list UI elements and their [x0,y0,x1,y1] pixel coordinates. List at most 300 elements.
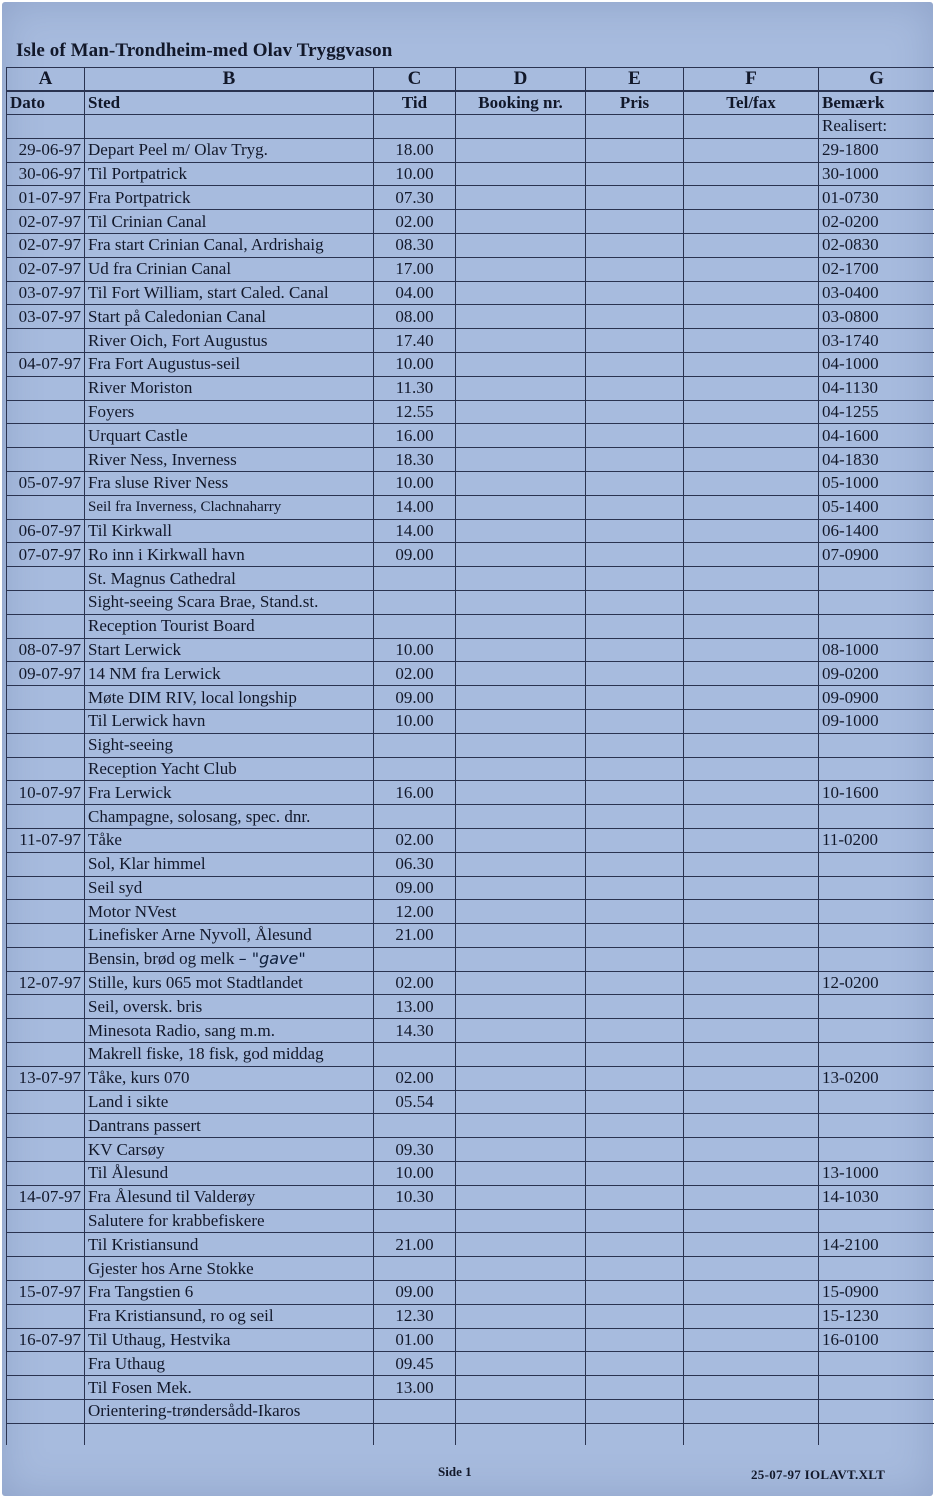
cell-booking [456,1019,586,1043]
cell-dato [7,590,85,614]
cell-pris [586,519,684,543]
cell-dato [7,900,85,924]
cell-bemerk [819,257,935,281]
cell-bemerk [819,1138,935,1162]
cell-sted [85,1328,374,1352]
table-row [7,186,935,210]
cell-telfax [684,828,819,852]
cell-sted-text: Land i sikte [88,1092,169,1112]
cell-dato [7,376,85,400]
header-bemerk: Bemærk [819,91,935,115]
cell-telfax [684,424,819,448]
cell-sted [85,1066,374,1090]
cell-pris [586,1328,684,1352]
cell-sted-text: Start Lerwick [88,639,181,659]
cell-sted-text: Seil fra Inverness, Clachnaharry [88,499,282,516]
cell-tid-text: 05.54 [395,1092,434,1112]
cell-telfax [684,733,819,757]
table-row [7,876,935,900]
cell-tid [374,590,456,614]
cell-sted-text: Seil, oversk. bris [88,996,203,1016]
cell-sted-text: Linefisker Arne Nyvoll, Ålesund [88,925,312,945]
cell-pris [586,686,684,710]
cell-tid [374,781,456,805]
cell-booking [456,1281,586,1305]
cell-telfax [684,995,819,1019]
cell-sted-text: Stille, kurs 065 mot Stadtlandet [88,973,303,993]
cell-pris [586,947,684,971]
header-row [7,91,935,115]
cell-sted [85,876,374,900]
cell-sted [85,757,374,781]
cell-tid [374,1352,456,1376]
cell-dato [7,638,85,662]
cell-pris [586,662,684,686]
table-row [7,805,935,829]
cell-dato [7,1376,85,1400]
cell-dato [7,1352,85,1376]
cell-telfax [684,686,819,710]
cell-sted [85,495,374,519]
cell-bemerk [819,1209,935,1233]
cell-tid [374,828,456,852]
table-row [7,1066,935,1090]
cell-sted [85,329,374,353]
cell-tid [374,400,456,424]
cell-dato-text: 02-07-97 [18,211,81,231]
cell-telfax [684,115,819,139]
cell-tid [374,924,456,948]
table-row [7,662,935,686]
cell-tid-text: 09.30 [395,1139,434,1159]
cell-booking [456,1400,586,1424]
cell-tid [374,733,456,757]
cell-sted [85,781,374,805]
cell-pris [586,1043,684,1067]
cell-tid [374,495,456,519]
cell-bemerk [819,1257,935,1281]
cell-booking [456,376,586,400]
cell-bemerk [819,805,935,829]
cell-sted [85,924,374,948]
cell-tid [374,519,456,543]
column-letter: D [456,68,586,92]
cell-dato [7,1400,85,1424]
cell-sted-text: Til Uthaug, Hestvika [88,1330,231,1350]
cell-bemerk-text: 04-1830 [822,449,879,469]
cell-bemerk [819,709,935,733]
cell-tid-text: 10.00 [395,473,434,493]
cell-booking [456,115,586,139]
cell-tid [374,1185,456,1209]
cell-dato [7,424,85,448]
table-row [7,519,935,543]
cell-sted-text: Start på Caledonian Canal [88,306,266,326]
cell-tid [374,257,456,281]
table-row [7,281,935,305]
cell-booking [456,1233,586,1257]
cell-tid-text: 02.00 [395,973,434,993]
header-sted: Sted [85,91,374,115]
table-row [7,1185,935,1209]
cell-booking [456,543,586,567]
cell-tid [374,471,456,495]
table-row [7,614,935,638]
cell-bemerk [819,1400,935,1424]
cell-pris [586,1066,684,1090]
cell-booking [456,733,586,757]
cell-telfax [684,781,819,805]
cell-bemerk [819,400,935,424]
cell-bemerk [819,971,935,995]
cell-sted [85,852,374,876]
cell-telfax [684,757,819,781]
cell-sted [85,995,374,1019]
cell-booking [456,686,586,710]
cell-tid [374,805,456,829]
cell-booking [456,947,586,971]
cell-bemerk [819,852,935,876]
table-row [7,1209,935,1233]
handwritten-note: – "gave" [238,949,306,969]
cell-sted [85,471,374,495]
cell-booking [456,1328,586,1352]
cell-bemerk [819,210,935,234]
cell-tid [374,1281,456,1305]
cell-booking [456,900,586,924]
cell-dato [7,662,85,686]
cell-dato-text: 30-06-97 [18,163,81,183]
table-row [7,1043,935,1067]
cell-tid [374,305,456,329]
table-row [7,924,935,948]
cell-dato [7,1185,85,1209]
cell-bemerk [819,567,935,591]
cell-dato-text: 02-07-97 [18,235,81,255]
cell-tid [374,686,456,710]
cell-sted-text: Fra Lerwick [88,782,172,802]
cell-bemerk [819,1066,935,1090]
cell-telfax [684,1304,819,1328]
cell-tid-text: 17.40 [395,330,434,350]
cell-telfax [684,1043,819,1067]
table-row [7,471,935,495]
cell-dato-text: 09-07-97 [18,663,81,683]
cell-pris [586,1423,684,1445]
cell-sted [85,281,374,305]
cell-pris [586,376,684,400]
table-row [7,1281,935,1305]
cell-sted [85,1162,374,1186]
cell-pris [586,1162,684,1186]
table-row [7,947,935,971]
cell-bemerk-text: 04-1000 [822,354,879,374]
cell-tid-text: 17.00 [395,259,434,279]
cell-sted-text: Dantrans passert [88,1115,201,1135]
cell-telfax [684,947,819,971]
cell-booking [456,757,586,781]
cell-tid-text: 14.00 [395,520,434,540]
table-row [7,352,935,376]
cell-tid-text: 14.30 [395,1020,434,1040]
cell-tid-text: 18.30 [395,449,434,469]
cell-sted-text: Foyers [88,401,135,421]
cell-telfax [684,162,819,186]
itinerary-table [6,67,934,1445]
cell-bemerk [819,471,935,495]
table-row [7,590,935,614]
cell-booking [456,352,586,376]
cell-pris [586,733,684,757]
cell-booking [456,1138,586,1162]
cell-pris [586,186,684,210]
table-row [7,376,935,400]
header-booking: Booking nr. [456,91,586,115]
cell-tid [374,448,456,472]
cell-bemerk-text: 14-1030 [822,1187,879,1207]
table-row [7,852,935,876]
cell-bemerk [819,281,935,305]
cell-booking [456,448,586,472]
cell-pris [586,757,684,781]
header-tid: Tid [374,91,456,115]
cell-dato-text: 01-07-97 [18,187,81,207]
cell-booking [456,1185,586,1209]
cell-pris [586,900,684,924]
cell-dato [7,1066,85,1090]
cell-dato [7,614,85,638]
cell-dato [7,162,85,186]
cell-tid [374,1400,456,1424]
cell-tid-text: 16.00 [395,782,434,802]
cell-sted [85,1043,374,1067]
cell-tid-text: 04.00 [395,282,434,302]
cell-dato-text: 07-07-97 [18,544,81,564]
cell-sted [85,614,374,638]
table-row [7,1114,935,1138]
cell-telfax [684,852,819,876]
cell-pris [586,1114,684,1138]
cell-tid [374,281,456,305]
cell-telfax [684,1209,819,1233]
cell-booking [456,1376,586,1400]
cell-telfax [684,1114,819,1138]
cell-pris [586,971,684,995]
cell-tid-text: 12.30 [395,1306,434,1326]
cell-tid-text: 16.00 [395,425,434,445]
cell-bemerk-text: 15-0900 [822,1282,879,1302]
table-row [7,971,935,995]
cell-pris [586,781,684,805]
cell-telfax [684,924,819,948]
cell-telfax [684,281,819,305]
cell-dato [7,1019,85,1043]
cell-tid [374,709,456,733]
cell-sted-text: Champagne, solosang, spec. dnr. [88,806,311,826]
cell-bemerk [819,1043,935,1067]
cell-sted-text: Tåke [88,830,122,850]
cell-pris [586,1090,684,1114]
cell-telfax [684,352,819,376]
cell-sted-text: 14 NM fra Lerwick [88,663,221,683]
cell-tid [374,186,456,210]
cell-dato [7,733,85,757]
cell-telfax [684,138,819,162]
cell-booking [456,662,586,686]
file-stamp: 25-07-97 IOLAVT.XLT [751,1467,886,1482]
cell-sted-text: Ud fra Crinian Canal [88,259,232,279]
cell-sted-text: Tåke, kurs 070 [88,1068,190,1088]
cell-tid-text: 06.30 [395,854,434,874]
cell-tid [374,1257,456,1281]
cell-tid-text: 13.00 [395,996,434,1016]
cell-sted-text: River Oich, Fort Augustus [88,330,268,350]
cell-tid [374,1066,456,1090]
sheet-title: Isle of Man-Trondheim-med Olav Tryggvason [16,40,393,61]
cell-sted-text: Seil syd [88,877,143,897]
cell-tid-text: 09.00 [395,877,434,897]
cell-tid [374,115,456,139]
cell-bemerk-text: 09-0200 [822,663,879,683]
cell-tid [374,852,456,876]
cell-bemerk [819,686,935,710]
cell-dato [7,257,85,281]
table-row [7,1257,935,1281]
table-row [7,543,935,567]
table-row [7,781,935,805]
cell-sted [85,733,374,757]
column-letter: G [819,68,935,92]
cell-telfax [684,1185,819,1209]
cell-pris [586,495,684,519]
cell-pris [586,995,684,1019]
cell-dato [7,519,85,543]
cell-bemerk [819,947,935,971]
cell-tid-text: 18.00 [395,140,434,160]
page-number: Side 1 [438,1464,472,1479]
cell-booking [456,995,586,1019]
cell-sted-text: Salutere for krabbefiskere [88,1211,265,1231]
cell-booking [456,186,586,210]
cell-telfax [684,1138,819,1162]
cell-sted-text: Til Ålesund [88,1163,169,1183]
cell-dato [7,1138,85,1162]
cell-dato [7,1328,85,1352]
cell-dato [7,1304,85,1328]
cell-tid [374,971,456,995]
cell-telfax [684,1400,819,1424]
cell-bemerk-text: 04-1600 [822,425,879,445]
cell-dato-text: 29-06-97 [18,140,81,160]
cell-tid [374,638,456,662]
cell-sted [85,424,374,448]
cell-telfax [684,971,819,995]
cell-sted [85,947,374,971]
cell-bemerk [819,828,935,852]
cell-booking [456,233,586,257]
cell-dato [7,805,85,829]
cell-telfax [684,638,819,662]
cell-pris [586,162,684,186]
cell-tid [374,1423,456,1445]
cell-booking [456,614,586,638]
cell-tid-text: 14.00 [395,497,434,517]
cell-pris [586,805,684,829]
cell-sted [85,567,374,591]
cell-telfax [684,1233,819,1257]
cell-pris [586,638,684,662]
cell-telfax [684,1328,819,1352]
table-row [7,115,935,139]
cell-booking [456,210,586,234]
cell-dato [7,233,85,257]
table-row [7,305,935,329]
cell-pris [586,1138,684,1162]
cell-bemerk [819,329,935,353]
table-row [7,400,935,424]
cell-tid [374,1019,456,1043]
cell-dato [7,1162,85,1186]
cell-bemerk-text: 03-0800 [822,306,879,326]
cell-tid [374,543,456,567]
table-row [7,1090,935,1114]
cell-tid [374,162,456,186]
spreadsheet-grid [6,67,934,1445]
cell-dato [7,924,85,948]
cell-tid [374,376,456,400]
cell-bemerk [819,543,935,567]
cell-tid-text: 02.00 [395,663,434,683]
cell-tid [374,662,456,686]
header-telfax: Tel/fax [684,91,819,115]
cell-tid-text: 10.00 [395,354,434,374]
cell-tid [374,1209,456,1233]
cell-pris [586,1304,684,1328]
table-row [7,638,935,662]
cell-tid-text: 10.00 [395,711,434,731]
cell-telfax [684,329,819,353]
cell-bemerk-text: Realisert: [822,116,888,136]
table-row [7,1328,935,1352]
cell-tid [374,1043,456,1067]
cell-pris [586,1281,684,1305]
table-row [7,1162,935,1186]
cell-sted-text: Til Kirkwall [88,520,172,540]
cell-bemerk-text: 09-0900 [822,687,879,707]
cell-booking [456,424,586,448]
cell-pris [586,1352,684,1376]
cell-booking [456,138,586,162]
cell-pris [586,448,684,472]
cell-sted-text: St. Magnus Cathedral [88,568,236,588]
cell-booking [456,1352,586,1376]
cell-telfax [684,1066,819,1090]
cell-sted [85,1138,374,1162]
cell-tid [374,614,456,638]
table-row [7,1352,935,1376]
cell-dato [7,115,85,139]
cell-tid [374,1328,456,1352]
cell-bemerk-text: 29-1800 [822,140,879,160]
cell-bemerk-text: 02-0830 [822,235,879,255]
cell-dato [7,400,85,424]
table-row [7,257,935,281]
cell-dato [7,567,85,591]
table-row [7,162,935,186]
cell-bemerk [819,1328,935,1352]
cell-dato [7,305,85,329]
cell-dato-text: 13-07-97 [18,1068,81,1088]
